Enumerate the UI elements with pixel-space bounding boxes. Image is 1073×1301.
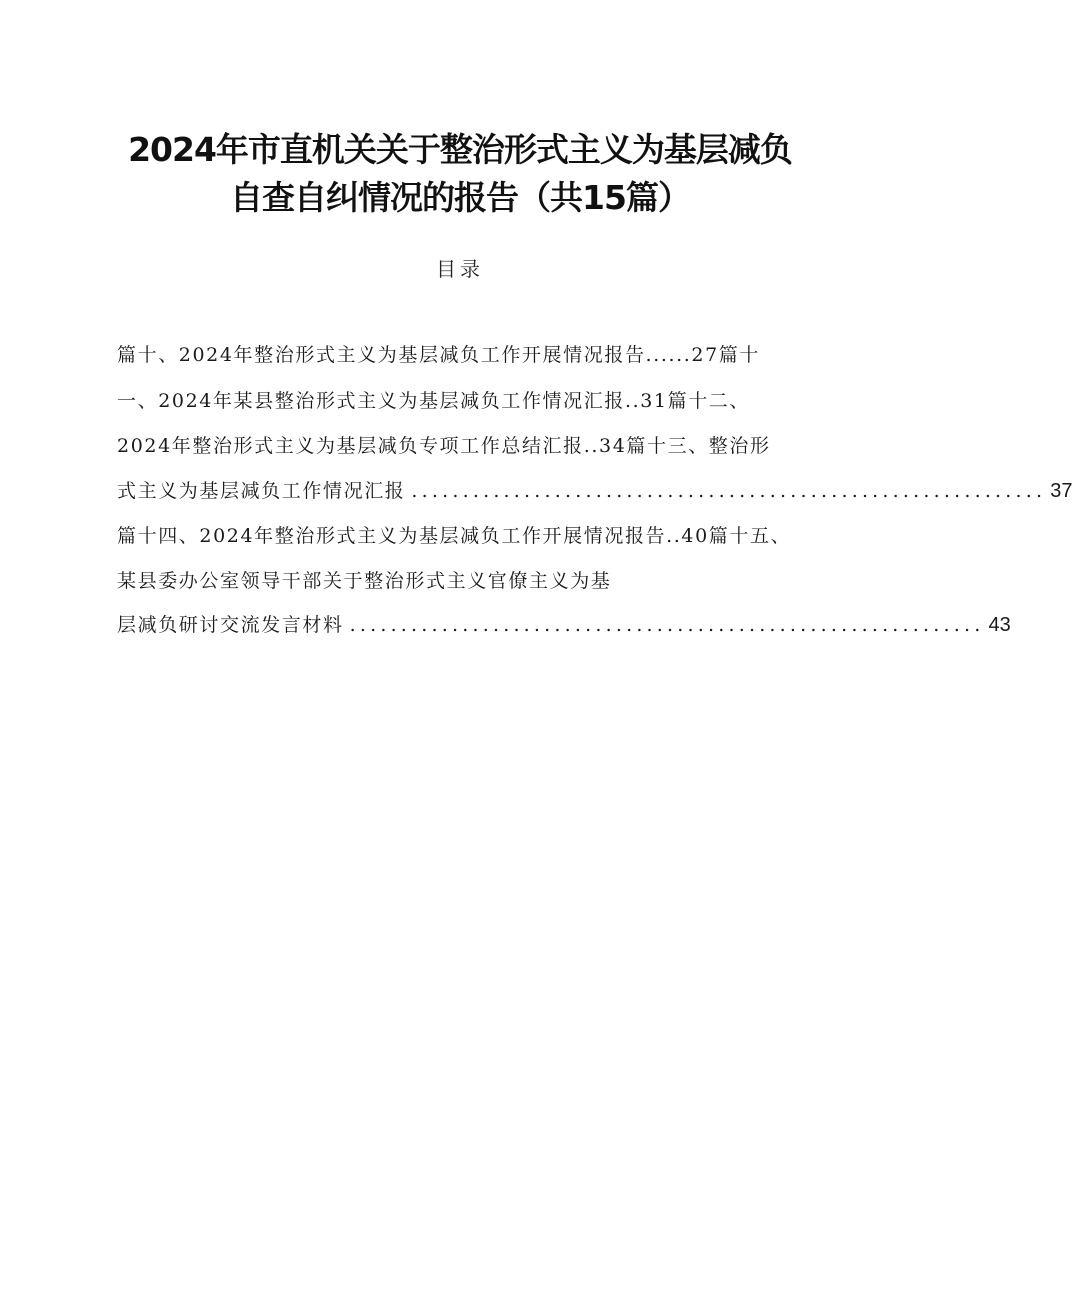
toc-page-number: 43: [988, 614, 1011, 636]
toc-line-5[interactable]: 篇十四、2024年整治形式主义为基层减负工作开展情况报告..40篇十五、: [117, 525, 792, 547]
document-title-line-1: 2024年市直机关关于整治形式主义为基层减负: [128, 130, 792, 169]
toc-page-number: 37: [1050, 480, 1073, 502]
toc-line-7-text: 层减负研讨交流发言材料: [117, 614, 344, 636]
toc-heading: 目录: [436, 257, 484, 281]
toc-line-3[interactable]: 2024年整治形式主义为基层减负专项工作总结汇报..34篇十三、整治形: [117, 435, 771, 457]
toc-line-6[interactable]: 某县委办公室领导干部关于整治形式主义官僚主义为基: [117, 570, 612, 592]
toc-line-4[interactable]: [117, 476, 1073, 506]
toc-line-7[interactable]: [117, 610, 1011, 640]
toc-line-1[interactable]: 篇十、2024年整治形式主义为基层减负工作开展情况报告......27篇十: [117, 344, 760, 366]
document-title-line-2: 自查自纠情况的报告（共15篇）: [230, 178, 690, 217]
toc-dot-leader: ..............................................................: [411, 480, 1047, 502]
toc-line-4-text: 式主义为基层减负工作情况汇报: [117, 480, 406, 502]
toc-dot-leader: ..............................................................: [349, 614, 985, 636]
toc-line-2[interactable]: 一、2024年某县整治形式主义为基层减负工作情况汇报..31篇十二、: [117, 390, 751, 412]
